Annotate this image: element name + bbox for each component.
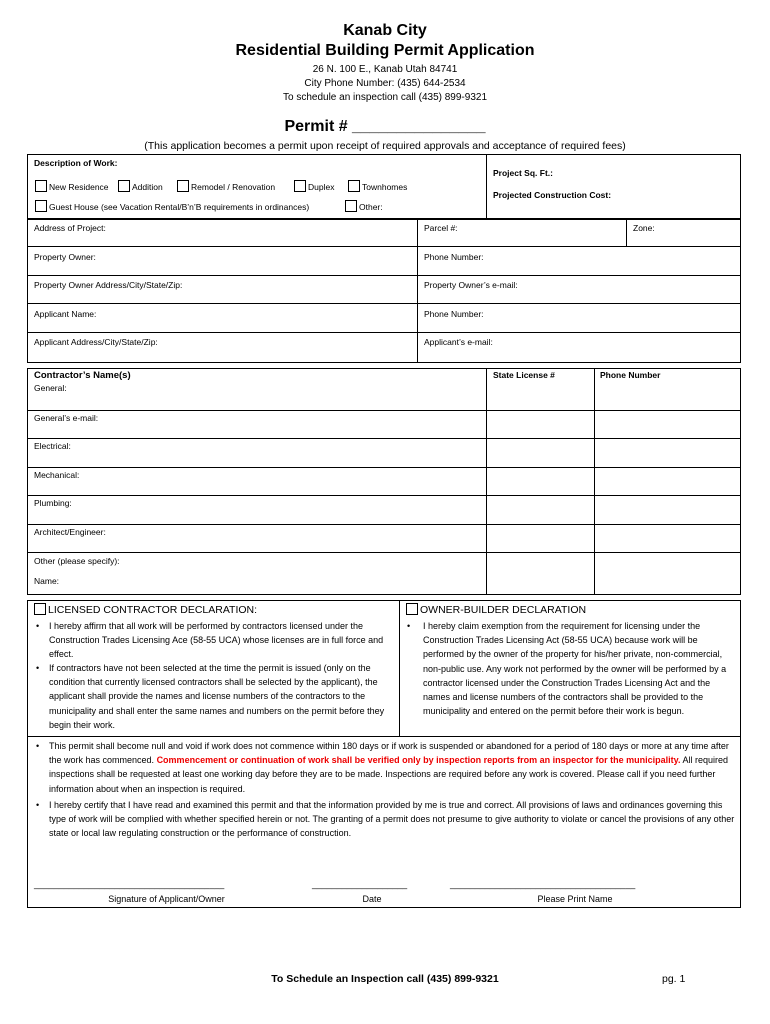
other-name-field[interactable]: Name: — [34, 576, 60, 586]
parcel-field[interactable]: Parcel #: — [424, 223, 458, 233]
permit-note: (This application becomes a permit upon receipt of required approvals and acceptance of required fees) — [144, 140, 626, 152]
owner-bullet-1: • I hereby claim exemption from the requirement for licensing under the Construction Trades Licensing Act (58-55 UCA) because work will be performed by the owner of the property for his/her private, non-commercial, non-public use. Any work not performed by the owner will be performed by a contractor licensed under the Construction Trades Licensing Act and the names and license numbers of the contractors shall be provided to the municipality and entered on the permit before their work is begun. — [407, 621, 727, 717]
mechanical-field[interactable]: Mechanical: — [34, 470, 80, 480]
footer-schedule: To Schedule an Inspection call (435) 899-9321 — [271, 973, 499, 985]
city-phone: City Phone Number: (435) 644-2534 — [304, 78, 466, 89]
checkbox-icon[interactable] — [294, 180, 306, 192]
electrical-field[interactable]: Electrical: — [34, 441, 71, 451]
print-name-line[interactable]: _____________________________________ — [450, 879, 636, 889]
checkbox-icon[interactable] — [177, 180, 189, 192]
permit-number: Permit # _______________ — [284, 118, 486, 135]
owner-phone-field[interactable]: Phone Number: — [424, 252, 484, 262]
licensed-contractor-declaration[interactable]: LICENSED CONTRACTOR DECLARATION: — [34, 603, 257, 616]
general-contractor-field[interactable]: General: — [34, 383, 67, 393]
checkbox-icon[interactable] — [35, 180, 47, 192]
applicant-address-field[interactable]: Applicant Address/City/State/Zip: — [34, 337, 158, 347]
inspection-phone: To schedule an inspection call (435) 899-9321 — [282, 92, 488, 103]
applicant-email-field[interactable]: Applicant’s e-mail: — [424, 337, 493, 347]
signature-line[interactable]: ______________________________________ — [34, 879, 225, 889]
owner-address-field[interactable]: Property Owner Address/City/State/Zip: — [34, 280, 183, 290]
other-option[interactable]: Other: — [345, 200, 383, 212]
plumbing-field[interactable]: Plumbing: — [34, 498, 72, 508]
work-description-label: Description of Work: — [34, 158, 118, 168]
checkbox-icon[interactable] — [118, 180, 130, 192]
owner-builder-declaration[interactable]: OWNER-BUILDER DECLARATION — [406, 603, 586, 616]
contractors-table — [27, 368, 741, 595]
licensed-bullet-2: • If contractors have not been selected at the time the permit is issued (only on the condition that currently licensed contractors shall be selected by the applicant), the applicant shall provide the names and license numbers of the contractors to the municipality and shall enter the same names and numbers on the permit before they begin their work. — [36, 663, 385, 730]
applicant-phone-field[interactable]: Phone Number: — [424, 309, 484, 319]
new-residence-option[interactable]: New Residence — [35, 180, 109, 192]
general-email-field[interactable]: General’s e-mail: — [34, 413, 99, 423]
applicant-name-field[interactable]: Applicant Name: — [34, 309, 97, 319]
other-specify-field[interactable]: Other (please specify): — [34, 556, 120, 566]
terms-paragraph-2: • I hereby certify that I have read and examined this permit and that the information provided by me is true and correct. All provisions of laws and ordinances governing this type of work will be complied with whether specified herein or not. The granting of a permit does not presume to give authority to violate or cancel the provisions of any other state or local law regulating construction or the performance of construction. — [36, 800, 735, 839]
owner-email-field[interactable]: Property Owner’s e-mail: — [424, 280, 518, 290]
project-address-field[interactable]: Address of Project: — [34, 223, 106, 233]
checkbox-icon[interactable] — [34, 603, 46, 615]
property-owner-field[interactable]: Property Owner: — [34, 252, 96, 262]
terms-paragraph-1: • This permit shall become null and void if work does not commence within 180 days or if work is suspended or abandoned for a period of 180 days or more at any time after the work has commenced. Commencement or continuation of work shall be verified only by inspection reports from an inspector for the municipality. All required inspections shall be requested at least one working day before they are to be made. Inspections are required before any work is covered. Please call if you need further information about when an inspection is required. — [36, 741, 729, 794]
checkbox-icon[interactable] — [348, 180, 360, 192]
duplex-option[interactable]: Duplex — [294, 180, 334, 192]
addition-option[interactable]: Addition — [118, 180, 163, 192]
remodel-option[interactable]: Remodel / Renovation — [177, 180, 275, 192]
print-name-label: Please Print Name — [537, 894, 613, 904]
contractor-name-header: Contractor’s Name(s) — [34, 370, 131, 381]
guest-house-option[interactable]: Guest House (see Vacation Rental/B’n’B requirements in ordinances) — [35, 200, 309, 212]
townhomes-option[interactable]: Townhomes — [348, 180, 407, 192]
zone-field[interactable]: Zone: — [633, 223, 655, 233]
page-number: pg. 1 — [662, 973, 686, 985]
construction-cost-label: Projected Construction Cost: — [493, 190, 612, 200]
checkbox-icon[interactable] — [345, 200, 357, 212]
date-line[interactable]: ___________________ — [312, 879, 408, 889]
form-title: Residential Building Permit Application — [235, 42, 535, 59]
phone-number-header: Phone Number — [600, 370, 661, 380]
city-address: 26 N. 100 E., Kanab Utah 84741 — [312, 64, 458, 75]
project-sqft-label: Project Sq. Ft.: — [493, 168, 553, 178]
licensed-bullet-1: • I hereby affirm that all work will be performed by contractors licensed under the Construction Trades Licensing Ace (58-55 UCA) whose licenses are in full force and effect. — [36, 621, 384, 660]
signature-label: Signature of Applicant/Owner — [108, 894, 225, 904]
city-title: Kanab City — [343, 22, 427, 39]
architect-field[interactable]: Architect/Engineer: — [34, 527, 106, 537]
checkbox-icon[interactable] — [406, 603, 418, 615]
checkbox-icon[interactable] — [35, 200, 47, 212]
date-label: Date — [362, 894, 382, 904]
state-license-header: State License # — [493, 370, 555, 380]
